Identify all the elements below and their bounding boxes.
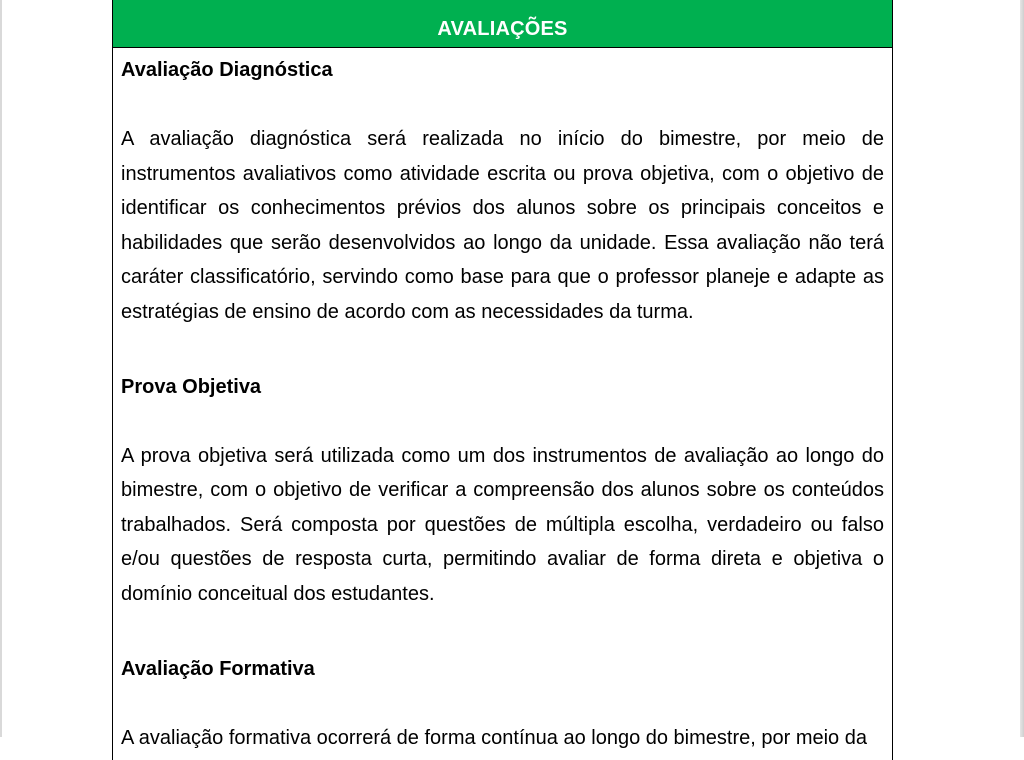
section-title-formativa: Avaliação Formativa <box>121 657 315 680</box>
spacer <box>121 82 884 122</box>
spacer <box>121 612 884 647</box>
section-text-prova-objetiva: A prova objetiva será utilizada como um dos instrumentos de avaliação ao longo do bimestre, com o objetivo de verificar a compreensão dos alunos sobre os conteúdos trabalhados. Será composta por questões de múltipla escolha, verdadeiro ou falso e/ou questões de resposta curta, permitindo avaliar de forma direta e objetiva o domínio conceitual dos estudantes. <box>121 444 884 605</box>
table-body[interactable] <box>113 48 892 755</box>
spacer <box>121 330 884 365</box>
spacer <box>121 681 884 721</box>
assessment-table <box>112 0 893 760</box>
page-left-edge <box>0 0 2 737</box>
section-text-formativa: A avaliação formativa ocorrerá de forma contínua ao longo do bimestre, por meio da <box>121 726 867 749</box>
page-right-edge <box>1020 0 1024 737</box>
table-header <box>113 0 892 48</box>
section-text-diagnostica: A avaliação diagnóstica será realizada no início do bimestre, por meio de instrumentos avaliativos como atividade escrita ou prova objetiva, com o objetivo de identificar os conhecimentos prévios dos alunos sobre os principais conceitos e habilidades que serão desenvolvidos ao longo da unidade. Essa avaliação não terá caráter classificatório, servindo como base para que o professor planeje e adapte as estratégias de ensino de acordo com as necessidades da turma. <box>121 128 884 323</box>
section-title-diagnostica: Avaliação Diagnóstica <box>121 59 333 81</box>
spacer <box>121 399 884 439</box>
section-title-prova-objetiva: Prova Objetiva <box>121 375 262 398</box>
header-title: AVALIAÇÕES <box>437 18 568 40</box>
